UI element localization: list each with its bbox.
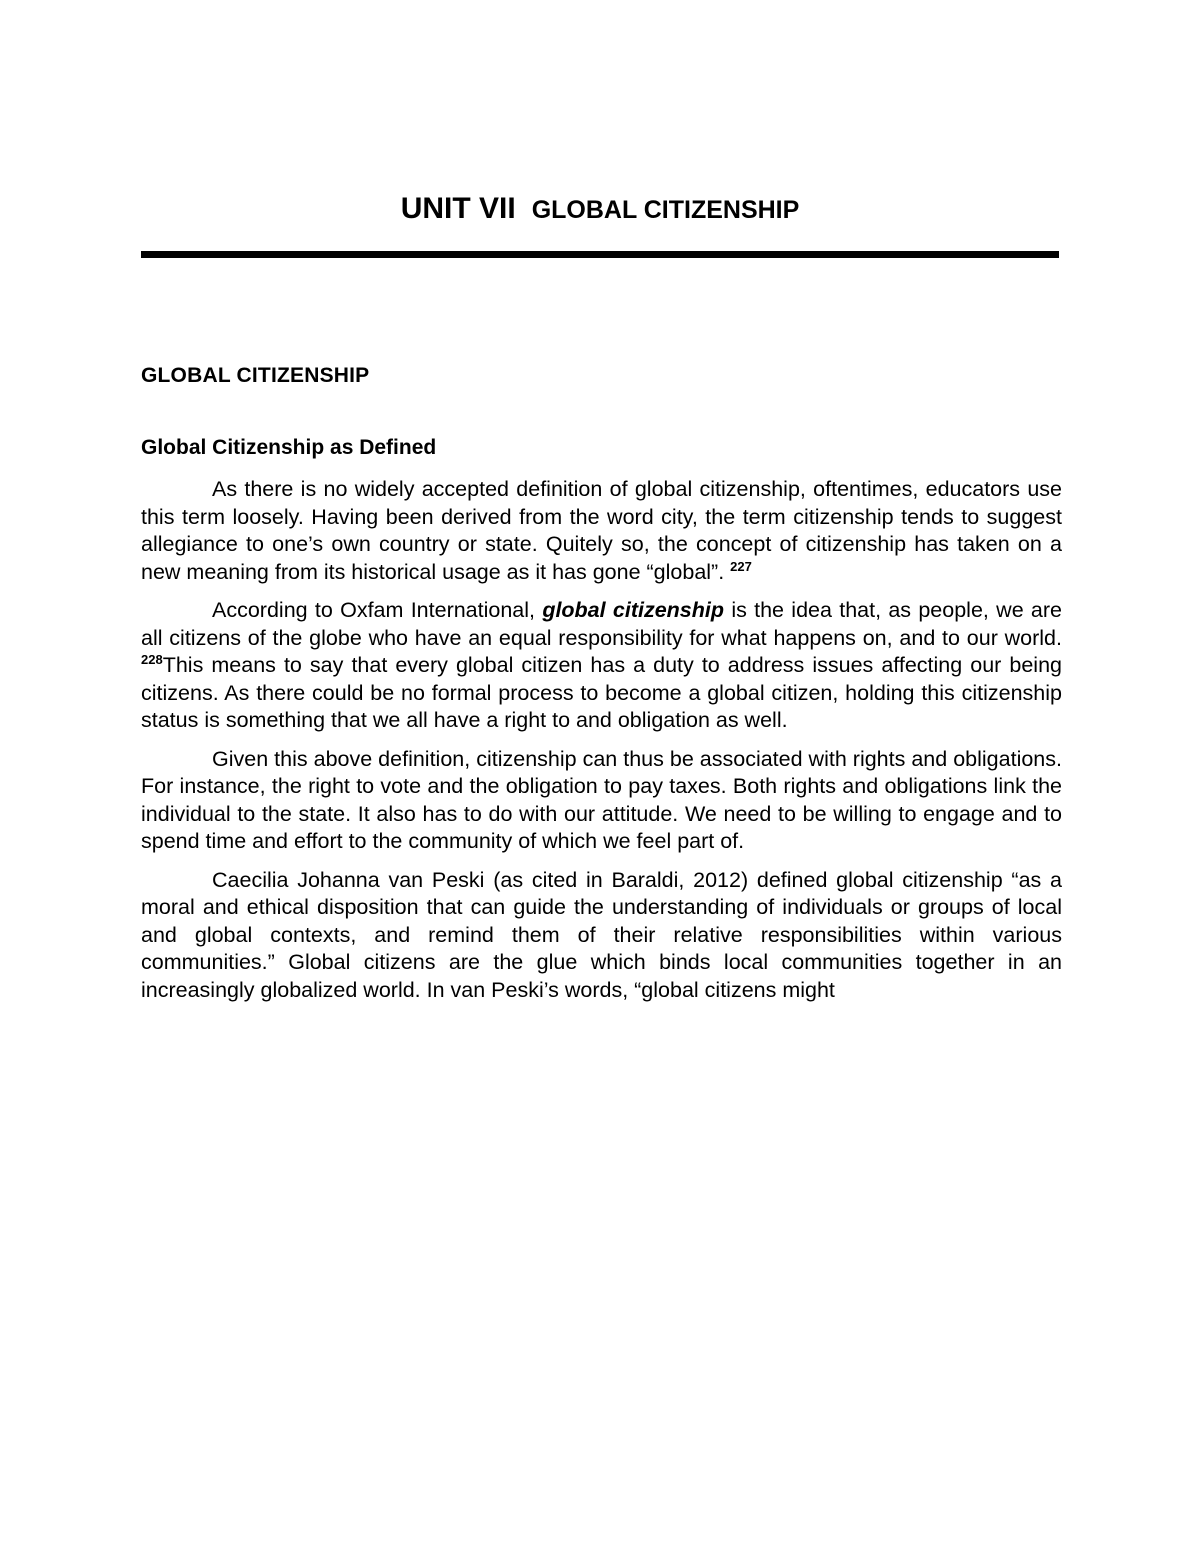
unit-label: UNIT VII	[400, 192, 516, 225]
footnote-ref-228: 228	[141, 651, 163, 667]
heading-divider	[141, 251, 1059, 258]
paragraph-2-text-before: According to Oxfam International,	[212, 598, 536, 622]
unit-title: GLOBAL CITIZENSHIP	[531, 196, 800, 224]
paragraph-2-text-middle: is the idea that, as people, we are all citizens of the globe who have an equal responsibility for what happens on, and to our world.	[141, 598, 1063, 650]
paragraph-4-text: Caecilia Johanna van Peski (as cited in Baraldi, 2012) defined global citizenship “as a moral and ethical disposition that can guide the understanding of individuals or groups of local and global contexts, and remind them of their relative responsibilities within various communities.” Global citizens are the glue which binds local communities together in an increasingly globalized world. In van Peski’s words, “global citizens might	[141, 867, 1062, 1002]
emphasis-global-citizenship: global citizenship	[542, 598, 725, 622]
body-text	[141, 476, 1062, 1004]
subsection-title: Global Citizenship as Defined	[141, 436, 437, 459]
paragraph-2	[141, 597, 1062, 735]
paragraph-3	[141, 746, 1062, 856]
section-title: GLOBAL CITIZENSHIP	[141, 364, 370, 387]
paragraph-1	[141, 476, 1062, 586]
paragraph-4	[141, 867, 1062, 1005]
paragraph-1-text: As there is no widely accepted definition of global citizenship, oftentimes, educators use this term loosely. Having been derived from the word city, the term citizenship tends to suggest allegiance to one’s own country or state. Quitely so, the concept of citizenship has taken on a new meaning from its historical usage as it has gone “global”.	[141, 477, 1062, 584]
unit-heading	[0, 192, 1200, 226]
paragraph-2-text-after: This means to say that every global citizen has a duty to address issues affecting our being citizens. As there could be no formal process to become a global citizen, holding this citizenship status is something that we all have a right to and obligation as well.	[141, 653, 1062, 732]
footnote-ref-227: 227	[730, 558, 752, 574]
paragraph-3-text: Given this above definition, citizenship can thus be associated with rights and obligations. For instance, the right to vote and the obligation to pay taxes. Both rights and obligations link the individual to the state. It also has to do with our attitude. We need to be willing to engage and to spend time and effort to the community of which we feel part of.	[141, 746, 1062, 853]
